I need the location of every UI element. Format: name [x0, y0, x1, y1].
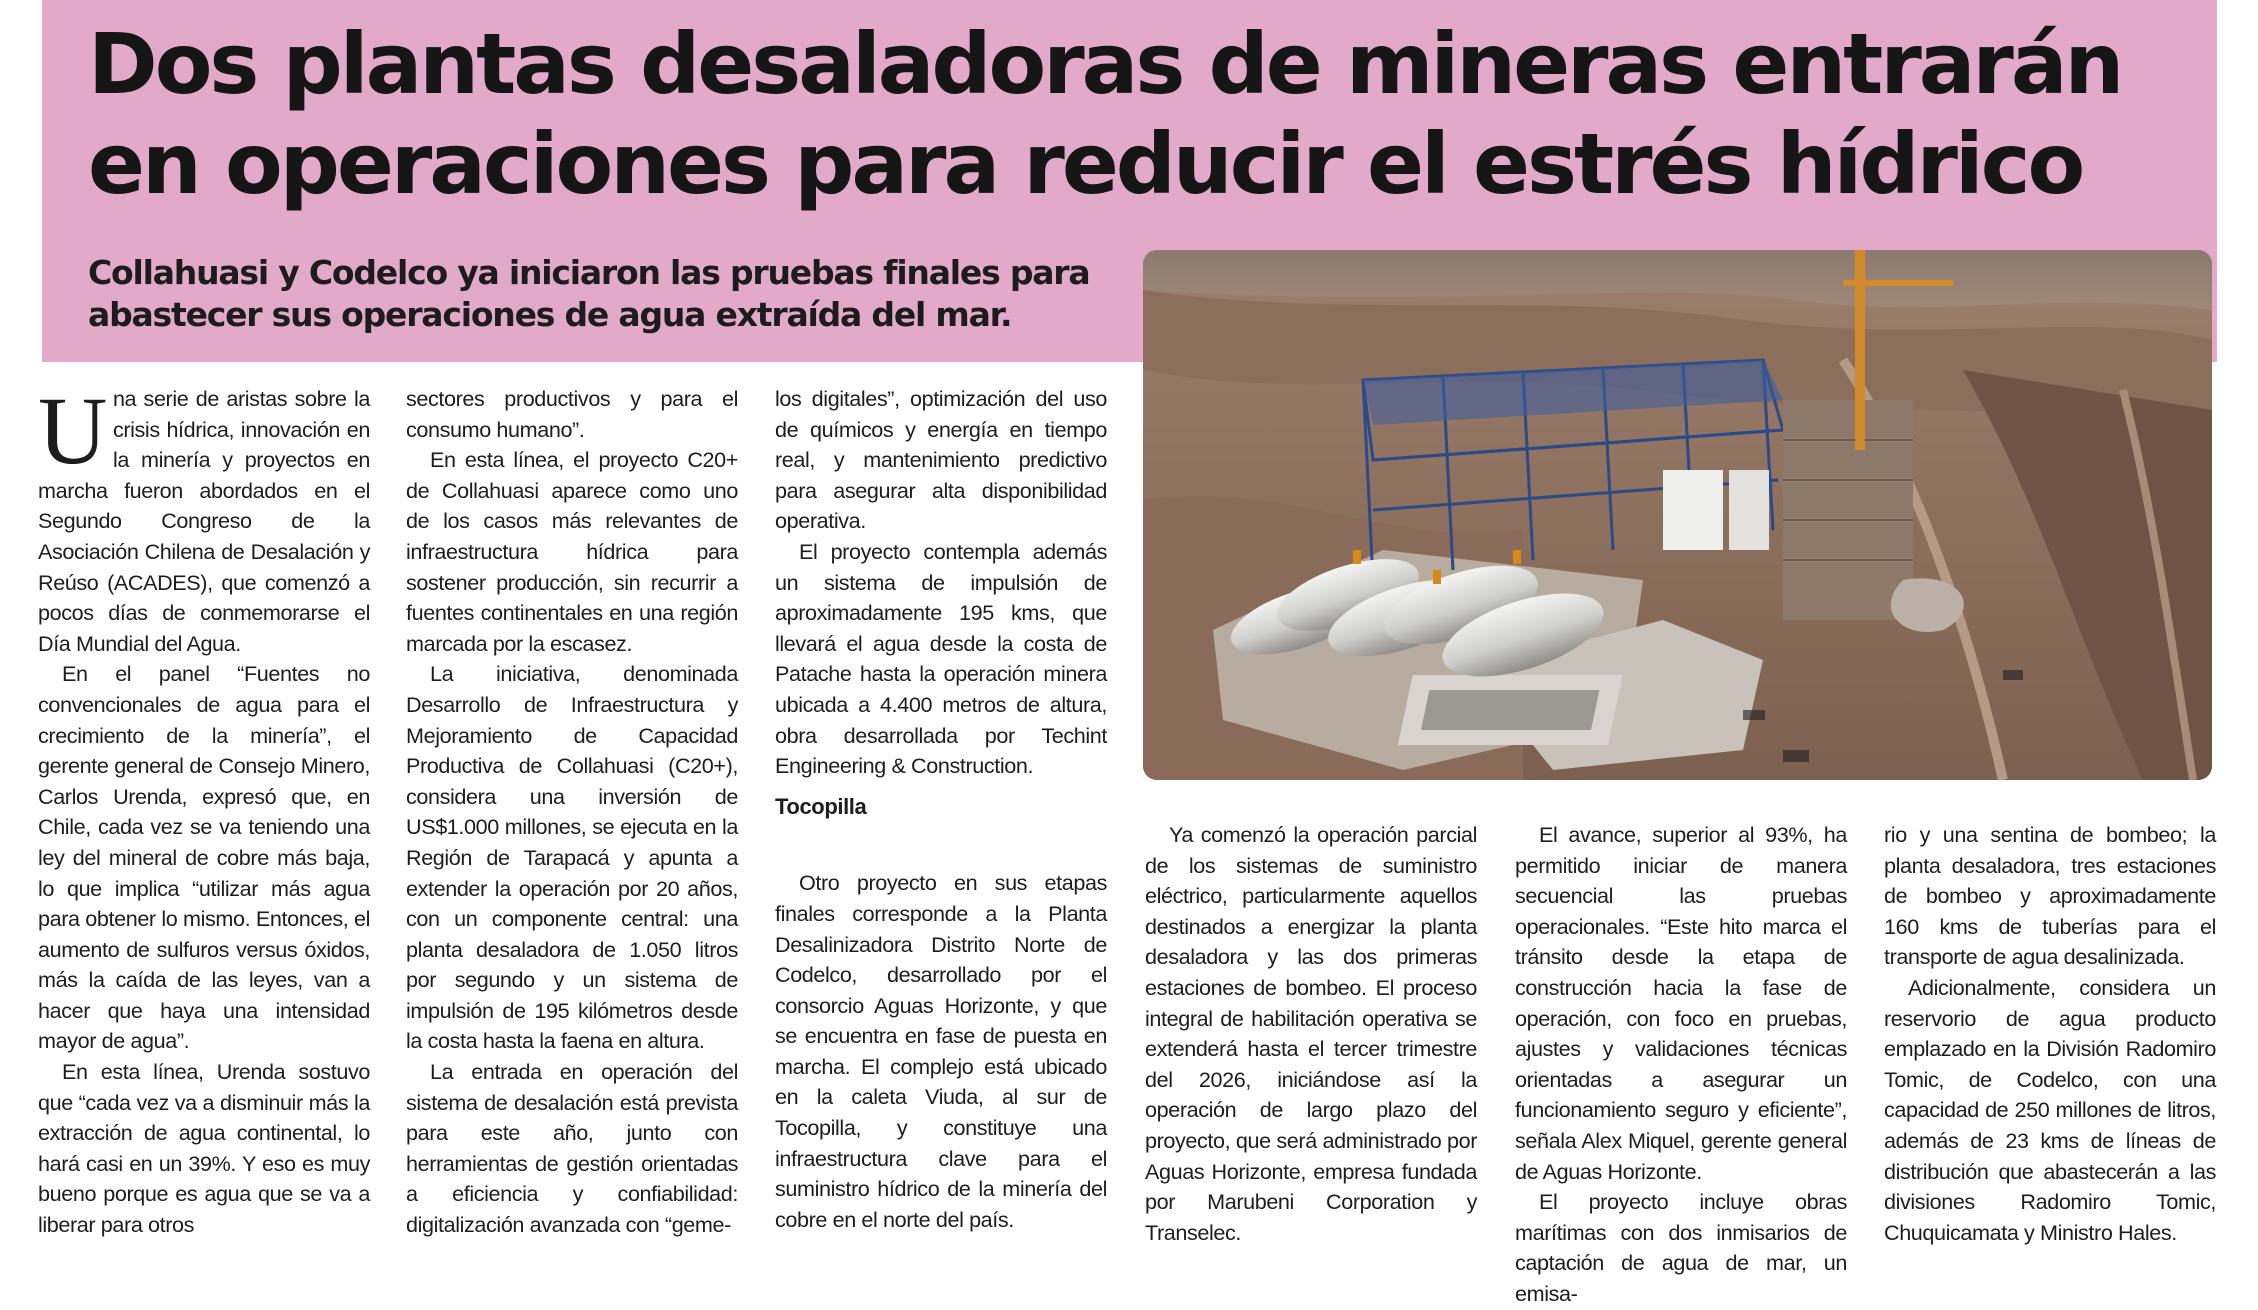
paragraph: El avance, superior al 93%, ha permitido iniciar de manera secuencial las pruebas operacionales. “Este hito marca el tránsito desde la etapa de construcción hacia la fase de operación, con foco en pruebas, ajustes y validaciones técnicas orientadas a asegurar un funcionamiento seguro y eficiente”, señala Alex Miquel, gerente general de Aguas Horizonte. [1515, 822, 1847, 1184]
paragraph: En el panel “Fuentes no convencionales de agua para el crecimiento de la minería”, el gerente general de Consejo Minero, Carlos Urenda, expresó que, en Chile, cada vez se va teniendo una ley del mineral de cobre más baja, lo que implica “utilizar más agua para obtener lo mismo. Entonces, el aumento de sulfuros versus óxidos, más la caída de las leyes, van a hacer que haya una intensidad mayor de agua”. [38, 661, 370, 1054]
article-column-2 [406, 384, 738, 1241]
paragraph: El proyecto incluye obras marítimas con dos inmisarios de captación de agua de mar, un emisa- [1515, 1189, 1847, 1306]
paragraph: Adicionalmente, considera un reservorio de agua producto emplazado en la División Radomiro Tomic, de Codelco, con una capacidad de 250 millones de litros, además de 23 kms de líneas de distribución que abastecerán a las divisiones Radomiro Tomic, Chuquicamata y Ministro Hales. [1884, 974, 2216, 1245]
article-column-4 [1145, 820, 1477, 1248]
paragraph: Ya comenzó la operación parcial de los sistemas de suministro eléctrico, particularmente aquellos destinados a energizar la planta desaladora y las dos primeras estaciones de bombeo. El proceso integral de habilitación operativa se extenderá hasta el tercer trimestre del 2026, iniciándose así la operación de largo plazo del proyecto, que será administrado por Aguas Horizonte, empresa fundada por Marubeni Corporation y Transelec. [1145, 822, 1477, 1245]
paragraph: En esta línea, Urenda sostuvo que “cada vez va a disminuir más la extracción de agua continental, lo hará casi en un 39%. Y eso es muy bueno porque es agua que se va a liberar para otros [38, 1059, 370, 1238]
article-column-6 [1884, 820, 2216, 1248]
section-heading: Tocopilla [775, 793, 867, 819]
article-column-3 [775, 384, 1107, 1235]
paragraph: La entrada en operación del sistema de desalación está prevista para este año, junto con herramientas de gestión orientadas a eficiencia y confiabilidad: digitalización avanzada con “geme- [406, 1059, 738, 1238]
article-column-1 [38, 377, 370, 1241]
headline: Dos plantas desaladoras de mineras entrarán en operaciones para reducir el estrés hídrico [88, 15, 2122, 213]
paragraph: na serie de aristas sobre la crisis hídrica, innovación en la minería y proyectos en marcha fueron abordados en el Segundo Congreso de la Asociación Chilena de Desalación y Reúso (ACADES), que comenzó a pocos días de conmemorarse el Día Mundial del Agua. [38, 386, 370, 656]
paragraph: Otro proyecto en sus etapas finales corresponde a la Planta Desalinizadora Distrito Norte de Codelco, desarrollado por el consorcio Aguas Horizonte, y que se encuentra en fase de puesta en marcha. El complejo está ubicado en la caleta Viuda, al sur de Tocopilla, y constituye una infraestructura clave para el suministro hídrico de la minería del cobre en el norte del país. [775, 870, 1107, 1232]
subheadline: Collahuasi y Codelco ya iniciaron las pruebas finales para abastecer sus operaciones de agua extraída del mar. [88, 253, 1090, 334]
paragraph: El proyecto contempla además un sistema de impulsión de aproximadamente 195 kms, que llevará el agua desde la costa de Patache hasta la operación minera ubicada a 4.400 metros de altura, obra desarrollada por Techint Engineering & Construction. [775, 538, 1107, 779]
drop-cap: U [38, 377, 107, 484]
paragraph: La iniciativa, denominada Desarrollo de Infraestructura y Mejoramiento de Capacidad Productiva de Collahuasi (C20+), considera una inversión de US$1.000 millones, se ejecuta en la Región de Tarapacá y apunta a extender la operación por 20 años, con un componente central: una planta desaladora de 1.050 litros por segundo y un sistema de impulsión de 195 kilómetros desde la costa hasta la faena en altura. [406, 661, 738, 1054]
paragraph: los digitales”, optimización del uso de químicos y energía en tiempo real, y mantenimiento predictivo para asegurar alta disponibilidad operativa. [775, 386, 1107, 534]
paragraph: En esta línea, el proyecto C20+ de Collahuasi aparece como uno de los casos más relevantes de infraestructura hídrica para sostener producción, sin recurrir a fuentes continentales en una región marcada por la escasez. [406, 447, 738, 656]
desalination-plant-photo [1143, 250, 2212, 780]
article-column-5 [1515, 820, 1847, 1310]
paragraph: rio y una sentina de bombeo; la planta desaladora, tres estaciones de bombeo y aproximadamente 160 kms de tuberías para el transporte de agua desalinizada. [1884, 822, 2216, 970]
paragraph: sectores productivos y para el consumo humano”. [406, 386, 738, 442]
